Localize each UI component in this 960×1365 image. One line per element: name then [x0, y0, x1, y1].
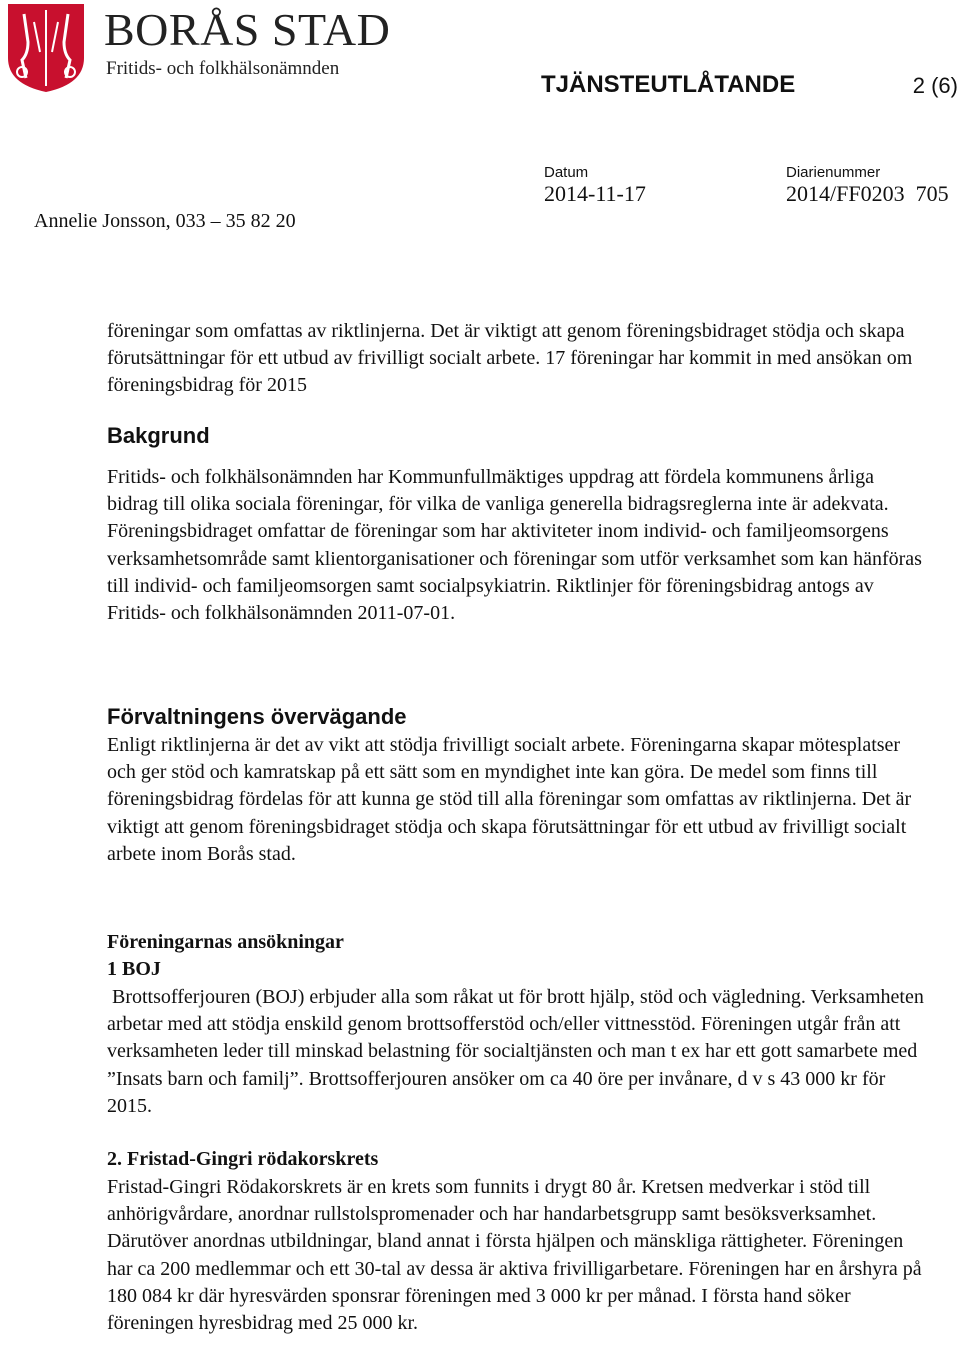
section-heading-forvaltning: Förvaltningens övervägande: [107, 704, 407, 729]
intro-paragraph: föreningar som omfattas av riktlinjerna. Det är viktigt att genom föreningsbidraget stödja och skapa förutsättningar för ett utbud av frivilligt socialt arbete. 17 föreningar har kommit in med ansökan om föreningsbidrag för 2015: [107, 320, 913, 397]
boj-paragraph: Brottsofferjouren (BOJ) erbjuder alla som råkat ut för brott hjälp, stöd och vägledning. Verksamheten arbetar med att stödja enskild genom brottsofferstöd och/eller vittnesstöd. Föreningen utgår från att verksamheten leder till minskad belastning för socialtjänsten och man t ex har ett gott samarbete med ”Insats barn och familj”. Brottsofferjouren ansöker om ca 40 öre per invånare, d v s 43 000 kr för 2015.: [107, 986, 929, 1117]
section-heading-ansokningar: Föreningarnas ansökningar: [107, 931, 344, 953]
document-type: TJÄNSTEUTLÅTANDE: [541, 71, 796, 98]
reference-value: 2014/FF0203 705: [786, 181, 949, 206]
section-heading-bakgrund: Bakgrund: [107, 423, 210, 448]
org-subtitle: Fritids- och folkhälsonämnden: [106, 58, 340, 79]
subheading-boj: 1 BOJ: [107, 958, 161, 980]
reference-label: Diarienummer: [786, 164, 881, 181]
boras-stad-crest-icon: [6, 2, 86, 94]
page-number: 2 (6): [912, 73, 958, 98]
forvaltning-paragraph: Enligt riktlinjerna är det av vikt att stödja frivilligt socialt arbete. Föreningarna skapar mötesplatser och ger stöd och kamratskap på ett sätt som en myndighet inte kan göra. De medel som finns till föreningsbidrag fördelas för att kunna ge stöd till alla föreningar som omfattas av riktlinjerna. Det är viktigt att genom föreningsbidraget stödja och skapa förutsättningar för ett utbud av frivilligt socialt arbete inom Borås stad.: [107, 734, 912, 865]
org-name: BORÅS STAD: [104, 4, 391, 55]
subheading-fristad: 2. Fristad-Gingri rödakorskrets: [107, 1148, 379, 1170]
date-value: 2014-11-17: [544, 181, 646, 206]
author-contact: Annelie Jonsson, 033 – 35 82 20: [34, 210, 296, 232]
fristad-paragraph: Fristad-Gingri Rödakorskrets är en krets som funnits i drygt 80 år. Kretsen medverkar i stöd till anhörigvårdare, anordnar rullstolspromenader och har handarbetsgrupp samt besöksverksamhet. Därutöver anordnas utbildningar, bland annat i första hjälpen och mänskliga rättigheter. Föreningen har ca 200 medlemmar och ett 30-tal av dessa är aktiva frivilligarbetare. Föreningen har en årshyra på 180 084 kr där hyresvärden sponsrar föreningen med 3 000 kr per månad. I första hand söker föreningen hyresbidrag med 25 000 kr.: [107, 1176, 922, 1335]
date-label: Datum: [544, 164, 589, 181]
bakgrund-paragraph: Fritids- och folkhälsonämnden har Kommunfullmäktiges uppdrag att fördela kommunens årliga bidrag till olika sociala föreningar, för vilka de vanliga generella bidragsreglerna inte är adekvata. Föreningsbidraget omfattar de föreningar som har aktiviteter inom individ- och familjeomsorgens verksamhetsområde samt klientorganisationer och föreningar som utför verksamhet som kan hänföras till individ- och familjeomsorgen samt socialpsykiatrin. Riktlinjer för föreningsbidrag antogs av Fritids- och folkhälsonämnden 2011-07-01.: [107, 466, 922, 625]
